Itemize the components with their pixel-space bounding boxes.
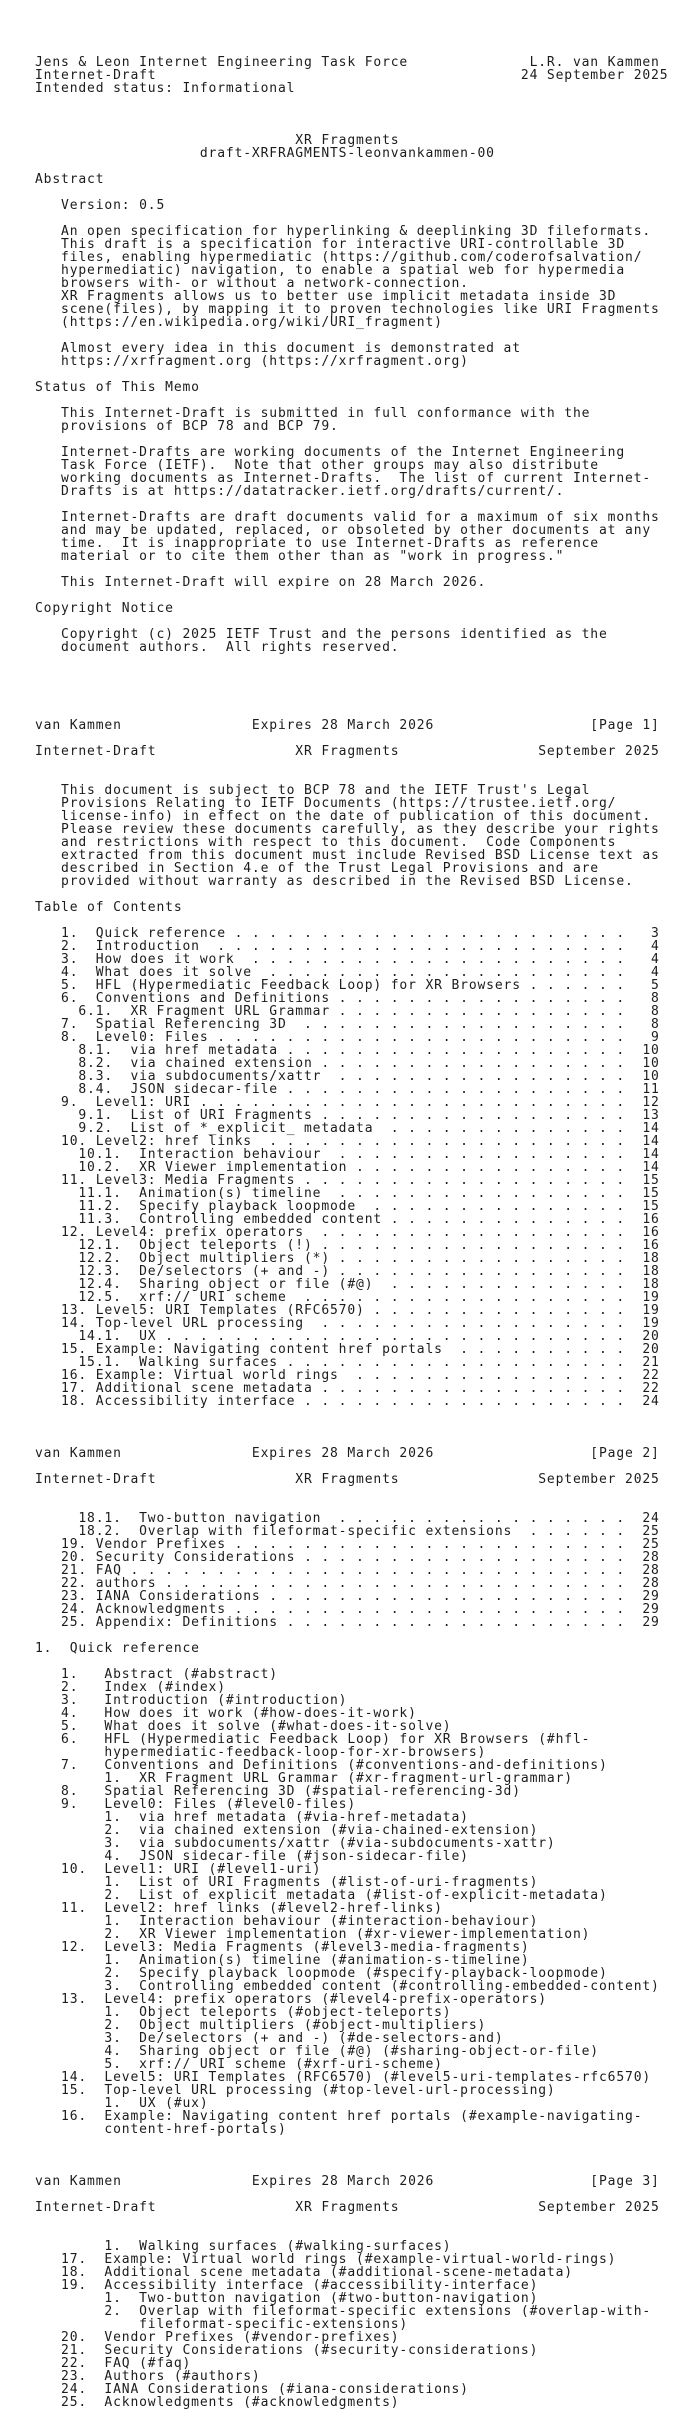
text-line: document authors. All rights reserved. [35,640,400,655]
text-line: XR Fragments [35,133,400,148]
text-line: Task Force (IETF). Note that other groups may also distribute [35,458,599,473]
text-line: Copyright Notice [35,601,174,616]
text-line: 3. Controlling embedded content (#controlling-embedded-content) [35,1979,660,1994]
text-line: van Kammen Expires 28 March 2026 [Page 1] [35,718,660,733]
text-line: 2. Overlap with fileformat-specific extensions (#overlap-with- [35,2304,652,2319]
text-line: 13. Level5: URI Templates (RFC6570) . . . . . . . . . . . . . . . 19 [35,1303,660,1318]
text-line: 22. authors . . . . . . . . . . . . . . . . . . . . . . . . . . . 28 [35,1576,660,1591]
text-line: 15. Top-level URL processing (#top-level-url-processing) [35,2083,556,2098]
text-line: 12. Level4: prefix operators . . . . . . . . . . . . . . . . . . 16 [35,1225,660,1240]
text-line: fileformat-specific-extensions) [35,2317,409,2332]
text-line: Provisions Relating to IETF Documents (https://trustee.ietf.org/ [35,796,617,811]
text-line: Status of This Memo [35,380,200,395]
text-line: 19. Vendor Prefixes . . . . . . . . . . . . . . . . . . . . . . . 25 [35,1537,660,1552]
text-line: 10. Level2: href links . . . . . . . . . . . . . . . . . . . . . 14 [35,1134,660,1149]
text-line: 14. Top-level URL processing . . . . . . . . . . . . . . . . . . 19 [35,1316,660,1331]
text-line: 9. Level0: Files (#level0-files) [35,1797,357,1812]
text-line: Internet-Drafts are draft documents valid for a maximum of six months [35,510,660,525]
text-line: 23. IANA Considerations . . . . . . . . . . . . . . . . . . . . . 29 [35,1589,660,1604]
text-line: 6. HFL (Hypermediatic Feedback Loop) for XR Browsers (#hfl- [35,1732,591,1747]
text-line: 2. List of explicit metadata (#list-of-explicit-metadata) [35,1888,608,1903]
text-line: Jens & Leon Internet Engineering Task Force L.R. van Kammen [35,55,660,70]
text-line: 8.3. via subdocuments/xattr . . . . . . . . . . . . . . . . . 10 [35,1069,660,1084]
text-line: 12.4. Sharing object or file (#@) . . . . . . . . . . . . . . 18 [35,1277,660,1292]
text-line: 1. Object teleports (#object-teleports) [35,2005,452,2020]
text-line: 11. Level3: Media Fragments . . . . . . . . . . . . . . . . . . . 15 [35,1173,660,1188]
text-line: 3. De/selectors (+ and -) (#de-selectors-and) [35,2031,504,2046]
text-line: An open specification for hyperlinking & deeplinking 3D fileformats. [35,224,652,239]
text-line [35,667,700,680]
text-line: 11.3. Controlling embedded content . . . . . . . . . . . . . . 16 [35,1212,660,1227]
text-line: and restrictions with respect to this document. Code Components [35,835,617,850]
text-line: 2. Index (#index) [35,1680,226,1695]
text-line: hypermediatic) navigation, to enable a spatial web for hypermedia [35,263,626,278]
text-line: 6. Conventions and Definitions . . . . . . . . . . . . . . . . . 8 [35,991,660,1006]
text-line: 14. Level5: URI Templates (RFC6570) (#level5-uri-templates-rfc6570) [35,2070,652,2085]
text-line: 1. Quick reference [35,1641,200,1656]
text-line: 3. How does it work . . . . . . . . . . . . . . . . . . . . . . 4 [35,952,660,967]
text-line: 19. Accessibility interface (#accessibility-interface) [35,2278,539,2293]
text-line: provisions of BCP 78 and BCP 79. [35,419,339,434]
text-line: 1. List of URI Fragments (#list-of-uri-fragments) [35,1875,539,1890]
text-line: Version: 0.5 [35,198,166,213]
text-line: Drafts is at https://datatracker.ietf.org/drafts/current/. [35,484,565,499]
text-line: 4. How does it work (#how-does-it-work) [35,1706,417,1721]
text-line: 1. UX (#ux) [35,2096,209,2111]
text-line: Internet-Draft 24 September 2025 [35,68,669,83]
text-line: 12.1. Object teleports (!) . . . . . . . . . . . . . . . . . . 16 [35,1238,660,1253]
text-line [35,693,700,706]
text-line: 1. via href metadata (#via-href-metadata) [35,1810,469,1825]
text-line: Internet-Drafts are working documents of the Internet Engineering [35,445,626,460]
text-line: 18.1. Two-button navigation . . . . . . . . . . . . . . . . . 24 [35,1511,660,1526]
text-line: 4. Sharing object or file (#@) (#sharing-object-or-file) [35,2044,599,2059]
text-line: XR Fragments allows us to better use implicit metadata inside 3D [35,289,617,304]
text-line: 1. Interaction behaviour (#interaction-behaviour) [35,1914,539,1929]
text-line: 9.1. List of URI Fragments . . . . . . . . . . . . . . . . . . 13 [35,1108,660,1123]
text-line: 10.1. Interaction behaviour . . . . . . . . . . . . . . . . . 14 [35,1147,660,1162]
text-line: 3. Introduction (#introduction) [35,1693,348,1708]
text-line: license-info) in effect on the date of publication of this document. [35,809,652,824]
text-line: 2. via chained extension (#via-chained-extension) [35,1823,539,1838]
text-line: 5. What does it solve (#what-does-it-solve) [35,1719,452,1734]
text-line: Table of Contents [35,900,183,915]
text-line: 11.2. Specify playback loopmode . . . . . . . . . . . . . . . 15 [35,1199,660,1214]
text-line [35,160,700,173]
text-line: Almost every idea in this document is demonstrated at [35,341,521,356]
text-line [35,1408,700,1421]
text-line: 1. XR Fragment URL Grammar (#xr-fragment-url-grammar) [35,1771,573,1786]
text-line: described in Section 4.e of the Trust Legal Provisions and are [35,861,599,876]
text-line [35,1421,700,1434]
text-line [35,2136,700,2149]
text-line: 5. HFL (Hypermediatic Feedback Loop) for XR Browsers . . . . . . 5 [35,978,660,993]
text-line: 4. What does it solve . . . . . . . . . . . . . . . . . . . . . 4 [35,965,660,980]
text-line: 13. Level4: prefix operators (#level4-prefix-operators) [35,1992,547,2007]
text-line: https://xrfragment.org (https://xrfragment.org) [35,354,469,369]
text-line: content-href-portals) [35,2122,287,2137]
text-line: Intended status: Informational [35,81,296,96]
text-line [35,95,700,108]
text-line: 21. Security Considerations (#security-considerations) [35,2343,539,2358]
text-line: This Internet-Draft will expire on 28 March 2026. [35,575,487,590]
text-line: van Kammen Expires 28 March 2026 [Page 2] [35,1446,660,1461]
text-line: provided without warranty as described in the Revised BSD License. [35,874,634,889]
text-line: 11.1. Animation(s) timeline . . . . . . . . . . . . . . . . . 15 [35,1186,660,1201]
text-line: 12.5. xrf:// URI scheme . . . . . . . . . . . . . . . . . . . 19 [35,1290,660,1305]
text-line: 18. Accessibility interface . . . . . . . . . . . . . . . . . . . 24 [35,1394,660,1409]
text-line: Internet-Draft XR Fragments September 2025 [35,2200,660,2215]
text-line: 10.2. XR Viewer implementation . . . . . . . . . . . . . . . . 14 [35,1160,660,1175]
text-line: 7. Conventions and Definitions (#conventions-and-definitions) [35,1758,608,1773]
text-line: 10. Level1: URI (#level1-uri) [35,1862,322,1877]
text-line: 12. Level3: Media Fragments (#level3-media-fragments) [35,1940,530,1955]
text-line: 1. Two-button navigation (#two-button-navigation) [35,2291,539,2306]
text-line: Copyright (c) 2025 IETF Trust and the persons identified as the [35,627,608,642]
text-line: Abstract [35,172,105,187]
text-line: 15. Example: Navigating content href portals . . . . . . . . . . 20 [35,1342,660,1357]
text-line: extracted from this document must include Revised BSD License text as [35,848,660,863]
text-line: files, enabling hypermediatic (https://github.com/coderofsalvation/ [35,250,643,265]
text-line: 2. Specify playback loopmode (#specify-playback-loopmode) [35,1966,608,1981]
text-line [35,108,700,121]
text-line: 12.2. Object multipliers (*) . . . . . . . . . . . . . . . . . 18 [35,1251,660,1266]
text-line: This document is subject to BCP 78 and the IETF Trust's Legal [35,783,591,798]
text-line: 18.2. Overlap with fileformat-specific extensions . . . . . . 25 [35,1524,660,1539]
text-line: 4. JSON sidecar-file (#json-sidecar-file) [35,1849,469,1864]
text-line: browsers with- or without a network-connection. [35,276,469,291]
text-line: 17. Additional scene metadata . . . . . . . . . . . . . . . . . . 22 [35,1381,660,1396]
text-line: 24. IANA Considerations (#iana-considerations) [35,2382,469,2397]
text-line [35,1486,700,1499]
text-line: 12.3. De/selectors (+ and -) . . . . . . . . . . . . . . . . . 18 [35,1264,660,1279]
text-line: 2. Introduction . . . . . . . . . . . . . . . . . . . . . . . . 4 [35,939,660,954]
text-line: 5. xrf:// URI scheme (#xrf-uri-scheme) [35,2057,443,2072]
text-line: 20. Vendor Prefixes (#vendor-prefixes) [35,2330,400,2345]
text-line: Internet-Draft XR Fragments September 2025 [35,1472,660,1487]
text-line: 8. Level0: Files . . . . . . . . . . . . . . . . . . . . . . . . 9 [35,1030,660,1045]
text-line [35,2149,700,2162]
text-line: 20. Security Considerations . . . . . . . . . . . . . . . . . . . 28 [35,1550,660,1565]
text-line [35,680,700,693]
text-line: hypermediatic-feedback-loop-for-xr-browsers) [35,1745,487,1760]
text-line: 11. Level2: href links (#level2-href-links) [35,1901,443,1916]
text-line: (https://en.wikipedia.org/wiki/URI_fragment) [35,315,443,330]
text-line: 18. Additional scene metadata (#additional-scene-metadata) [35,2265,573,2280]
text-line: scene(files), by mapping it to proven technologies like URI Fragments [35,302,660,317]
text-line: Please review these documents carefully, as they describe your rights [35,822,660,837]
text-line: 8.1. via href metadata . . . . . . . . . . . . . . . . . . . . 10 [35,1043,660,1058]
text-line: 8.4. JSON sidecar-file . . . . . . . . . . . . . . . . . . . . 11 [35,1082,660,1097]
text-line: 8.2. via chained extension . . . . . . . . . . . . . . . . . . 10 [35,1056,660,1071]
text-line: 25. Appendix: Definitions . . . . . . . . . . . . . . . . . . . . 29 [35,1615,660,1630]
text-line: 16. Example: Virtual world rings . . . . . . . . . . . . . . . . 22 [35,1368,660,1383]
text-line: working documents as Internet-Drafts. The list of current Internet- [35,471,652,486]
text-line: time. It is inappropriate to use Internet-Drafts as reference [35,536,599,551]
text-line: 8. Spatial Referencing 3D (#spatial-referencing-3d) [35,1784,521,1799]
text-line: 2. Object multipliers (#object-multipliers) [35,2018,487,2033]
text-line: 15.1. Walking surfaces . . . . . . . . . . . . . . . . . . . . 21 [35,1355,660,1370]
text-line: 3. via subdocuments/xattr (#via-subdocuments-xattr) [35,1836,556,1851]
text-line: 17. Example: Virtual world rings (#example-virtual-world-rings) [35,2252,617,2267]
text-line: 1. Animation(s) timeline (#animation-s-timeline) [35,1953,530,1968]
text-line: 1. Abstract (#abstract) [35,1667,278,1682]
text-line [35,654,700,667]
text-line: 1. Walking surfaces (#walking-surfaces) [35,2239,452,2254]
text-line: 23. Authors (#authors) [35,2369,261,2384]
text-line: 16. Example: Navigating content href portals (#example-navigating- [35,2109,643,2124]
text-line [35,2214,700,2227]
text-line: 7. Spatial Referencing 3D . . . . . . . . . . . . . . . . . . . 8 [35,1017,660,1032]
text-line: 24. Acknowledgments . . . . . . . . . . . . . . . . . . . . . . . 29 [35,1602,660,1617]
text-line: Internet-Draft XR Fragments September 2025 [35,744,660,759]
text-line: 14.1. UX . . . . . . . . . . . . . . . . . . . . . . . . . . . 20 [35,1329,660,1344]
text-line: 2. XR Viewer implementation (#xr-viewer-implementation) [35,1927,591,1942]
text-line: This Internet-Draft is submitted in full conformance with the [35,406,591,421]
text-line: and may be updated, replaced, or obsoleted by other documents at any [35,523,652,538]
text-line: draft-XRFRAGMENTS-leonvankammen-00 [35,146,495,161]
text-line: 22. FAQ (#faq) [35,2356,192,2371]
text-line: 21. FAQ . . . . . . . . . . . . . . . . . . . . . . . . . . . . . 28 [35,1563,660,1578]
text-line [35,758,700,771]
text-line: material or to cite them other than as "work in progress." [35,549,565,564]
text-line: 9.2. List of *_explicit_ metadata . . . . . . . . . . . . . . 14 [35,1121,660,1136]
text-line: 9. Level1: URI . . . . . . . . . . . . . . . . . . . . . . . . . 12 [35,1095,660,1110]
text-line: 1. Quick reference . . . . . . . . . . . . . . . . . . . . . . . 3 [35,926,660,941]
text-line: This draft is a specification for interactive URI-controllable 3D [35,237,626,252]
text-line: 25. Acknowledgments (#acknowledgments) [35,2395,400,2410]
text-line: 6.1. XR Fragment URL Grammar . . . . . . . . . . . . . . . . . 8 [35,1004,660,1019]
text-line: van Kammen Expires 28 March 2026 [Page 3] [35,2174,660,2189]
